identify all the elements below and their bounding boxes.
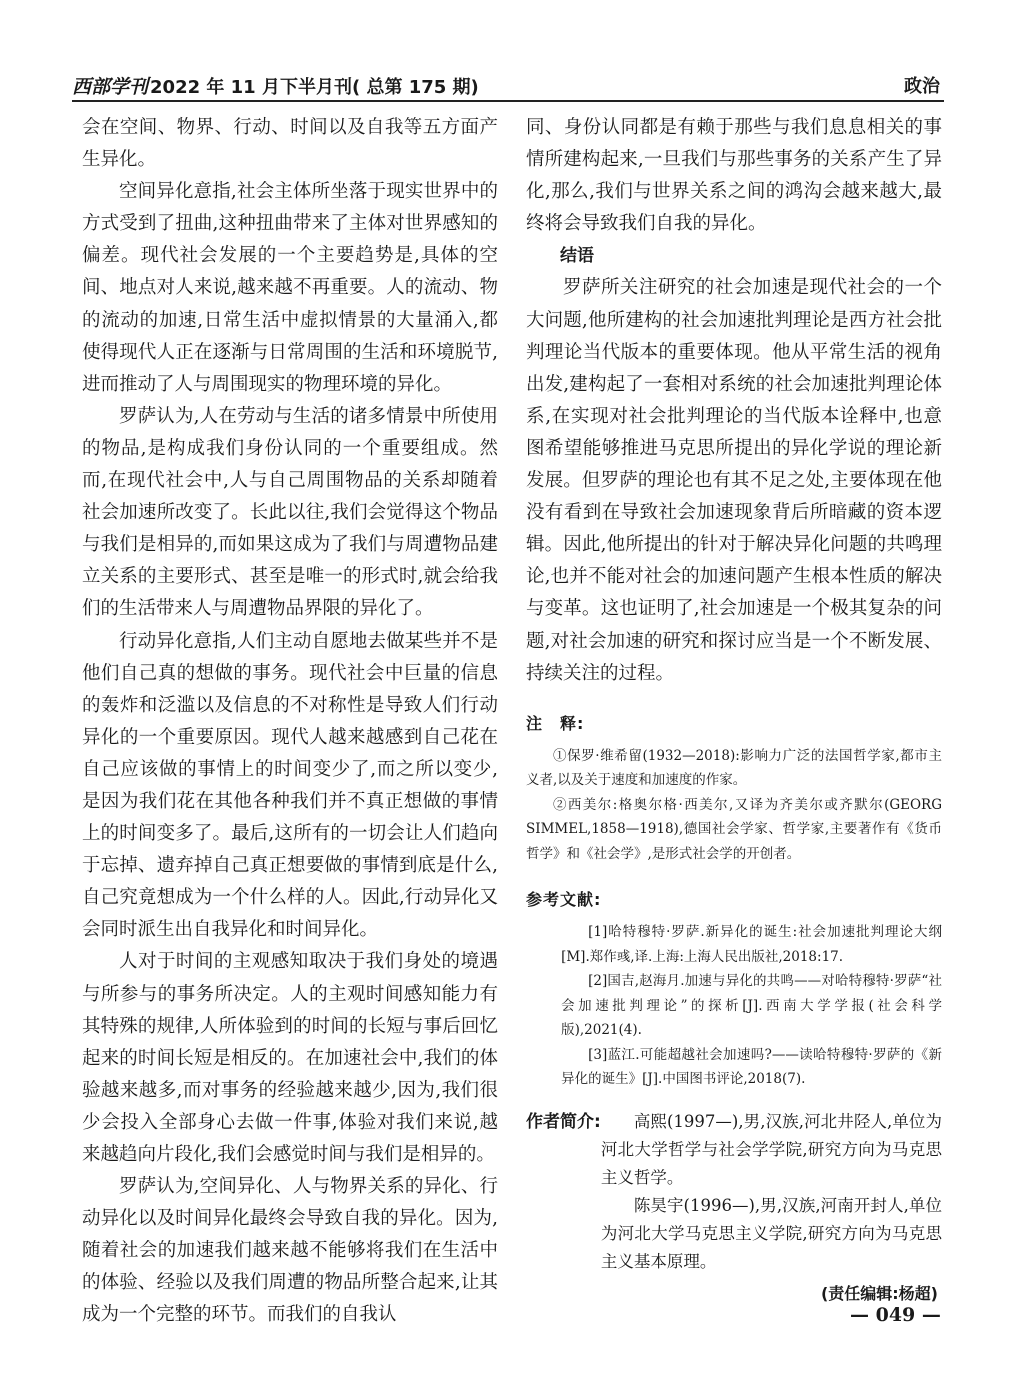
header-rule — [72, 100, 944, 102]
left-column — [82, 112, 498, 1332]
paragraph: 罗萨认为,人在劳动与生活的诸多情景中所使用的物品,是构成我们身份认同的一个重要组成。然而,在现代社会中,人与自己周围物品的关系却随着社会加速所改变了。长此以往,我们会觉得这个物品与我们是相异的,而如果这成为了我们与周遭物品建立关系的主要形式、甚至是唯一的形式时,就会给我们的生活带来人与周遭物品界限的异化了。 — [82, 405, 498, 620]
author-label: 作者简介: — [526, 1111, 601, 1132]
paragraph: 人对于时间的主观感知取决于我们身处的境遇与所参与的事务所决定。人的主观时间感知能力有其特殊的规律,人所体验到的时间的长短与事后回忆起来的时间长短是相反的。在加速社会中,我们的体验越来越多,而对事务的经验越来越少,因为,我们很少会投入全部身心去做一件事,体验对我们来说,越来越趋向片段化,我们会感觉时间与我们是相异的。 — [82, 951, 498, 1165]
note-item: ①保罗·维希留(1932—2018):影响力广泛的法国哲学家,都市主义者,以及关于速度和加速度的作家。 — [526, 747, 942, 789]
paragraph: 空间异化意指,社会主体所坐落于现实世界中的方式受到了扭曲,这种扭曲带来了主体对世界感知的偏差。现代社会发展的一个主要趋势是,具体的空间、地点对人来说,越来越不再重要。人的流动、物的流动的加速,日常生活中虚拟情景的大量涌入,都使得现代人正在逐渐与日常周围的生活和环境脱节,进而推动了人与周围现实的物理环境的异化。 — [82, 181, 498, 395]
paragraph: 罗萨认为,空间异化、人与物界关系的异化、行动异化以及时间异化最终会导致自我的异化。因为,随着社会的加速我们越来越不能够将我们在生活中的体验、经验以及我们周遭的物品所整合起来,让其成为一个完整的环节。而我们的自我认 — [82, 1176, 498, 1326]
author-entry: 陈昊宇(1996—),男,汉族,河南开封人,单位为河北大学马克思主义学院,研究方向为马克思主义基本原理。 — [600, 1195, 942, 1271]
issue-info: 2022 年 11 月下半月刊( 总第 175 期) — [150, 77, 479, 98]
author-entry: 高熙(1997—),男,汉族,河北井陉人,单位为河北大学哲学与社会学学院,研究方向为马克思主义哲学。 — [600, 1111, 942, 1187]
section-label: 政治 — [904, 76, 940, 97]
conclusion-heading: 结语 — [560, 246, 594, 267]
references-heading: 参考文献: — [526, 890, 602, 910]
journal-logo: 西部学刊 — [72, 76, 149, 98]
journal-header — [72, 72, 479, 99]
author-bio — [526, 1108, 942, 1308]
reference-item: [2]国吉,赵海月.加速与异化的共鸣——对哈特穆特·罗萨“社会加速批判理论”的探析[J].西南大学学报(社会科学版),2021(4). — [561, 973, 942, 1039]
paragraph: 会在空间、物界、行动、时间以及自我等五方面产生异化。 — [82, 117, 498, 171]
editor-credit: (责任编辑:杨超) — [820, 1283, 938, 1303]
reference-item: [3]蓝江.可能超越社会加速吗?——读哈特穆特·罗萨的《新异化的诞生》[J].中国图书评论,2018(7). — [561, 1046, 942, 1088]
page-header — [72, 70, 944, 102]
notes-heading: 注 释: — [526, 713, 585, 733]
page-number: — 049 — — [850, 1304, 941, 1326]
note-item: ②西美尔:格奥尔格·西美尔,又译为齐美尔或齐默尔(GEORG SIMMEL,1858—1918),德国社会学家、哲学家,主要著作有《货币哲学》和《社会学》,是形式社会学的开创者。 — [526, 796, 942, 862]
reference-item: [1]哈特穆特·罗萨.新异化的诞生:社会加速批判理论大纲[M].郑作彧,译.上海:上海人民出版社,2018:17. — [561, 924, 942, 965]
paragraph: 同、身份认同都是有赖于那些与我们息息相关的事情所建构起来,一旦我们与那些事务的关系产生了异化,那么,我们与世界关系之间的鸿沟会越来越大,最终将会导致我们自我的异化。 — [526, 117, 942, 235]
paragraph: 行动异化意指,人们主动自愿地去做某些并不是他们自己真的想做的事务。现代社会中巨量的信息的轰炸和泛滥以及信息的不对称性是导致人们行动异化的一个重要原因。现代人越来越感到自己花在自己应该做的事情上的时间变少了,而之所以变少,是因为我们花在其他各种我们并不真正想做的事情上的时间变多了。最后,这所有的一切会让人们趋向于忘掉、遗弃掉自己真正想要做的事情到底是什么,自己究竟想成为一个什么样的人。因此,行动异化又会同时派生出自我异化和时间异化。 — [82, 630, 498, 941]
paragraph: 罗萨所关注研究的社会加速是现代社会的一个大问题,他所建构的社会加速批判理论是西方社会批判理论当代版本的重要体现。他从平常生活的视角出发,建构起了一套相对系统的社会加速批判理论体系,在实现对社会批判理论的当代版本诠释中,也意图希望能够推进马克思所提出的异化学说的理论新发展。但罗萨的理论也有其不足之处,主要体现在他没有看到在导致社会加速现象背后所暗藏的资本逻辑。因此,他所提出的针对于解决异化问题的共鸣理论,也并不能对社会的加速问题产生根本性质的解决与变革。这也证明了,社会加速是一个极其复杂的问题,对社会加速的研究和探讨应当是一个不断发展、持续关注的过程。 — [526, 277, 942, 684]
right-column — [526, 112, 942, 1308]
